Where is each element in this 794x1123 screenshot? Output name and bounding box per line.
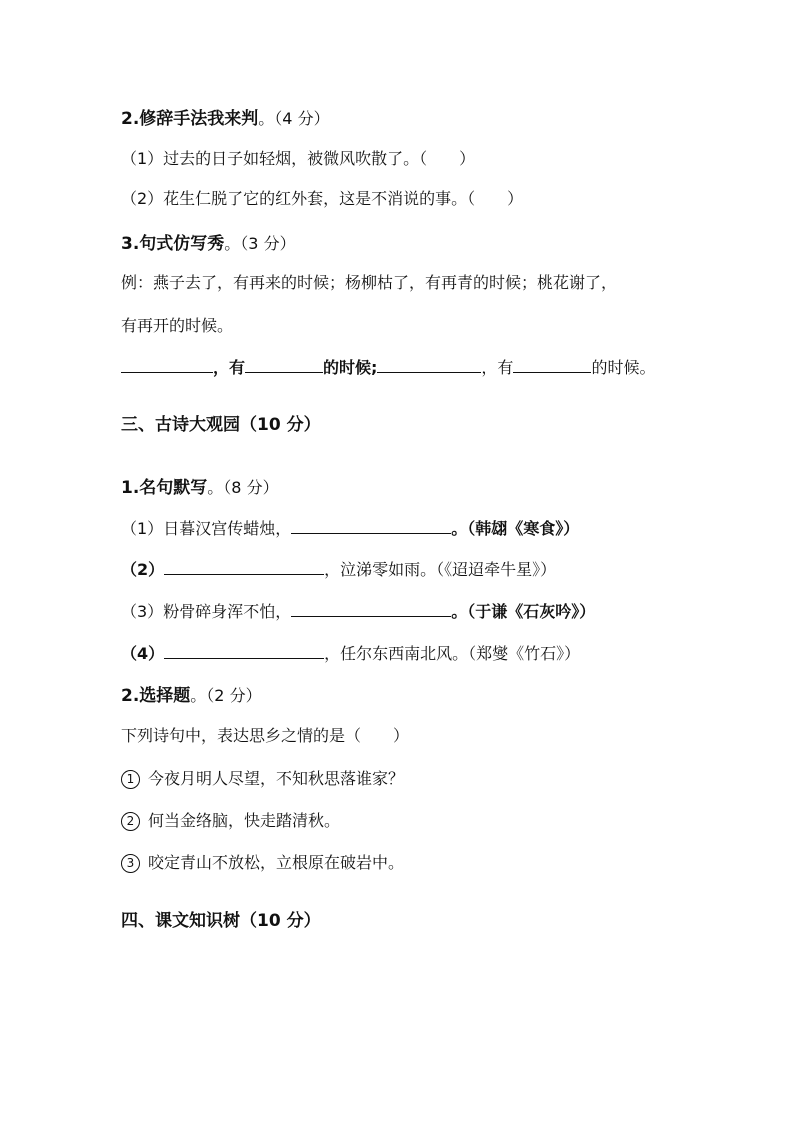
poem-item-pre: 日暮汉宫传蜡烛，: [163, 519, 292, 538]
poem-item-2: [121, 558, 556, 581]
q2-title-line: [121, 108, 330, 130]
q3-title: 3.句式仿写秀: [121, 234, 225, 254]
fill-blank[interactable]: [121, 356, 213, 373]
s3-q2-prompt: 下列诗句中，表达思乡之情的是（ ）: [121, 726, 410, 745]
answer-blank[interactable]: [291, 600, 451, 617]
q3-example-line-1: 例：燕子去了，有再来的时候；杨柳枯了，有再青的时候；桃花谢了，: [121, 273, 618, 292]
poem-item-num: （4）: [121, 644, 165, 663]
poem-item-1: [121, 517, 579, 540]
answer-blank[interactable]: [164, 642, 324, 659]
section4-heading: 四、课文知识树（10 分）: [121, 911, 321, 931]
q2-item-2: （2）花生仁脱了它的红外套，这是不消说的事。（ ）: [121, 189, 524, 208]
option-number-circle: 1: [121, 770, 140, 789]
s3-q1-points: 。（8 分）: [207, 478, 279, 497]
answer-blank[interactable]: [164, 558, 324, 575]
fill-text-2: 的时候;: [323, 358, 378, 377]
poem-item-post: 。（于谦《石灰吟》）: [451, 602, 596, 621]
poem-item-num: （1）: [121, 519, 164, 538]
poem-item-3: [121, 600, 595, 623]
section3-heading: 三、古诗大观园（10 分）: [121, 415, 321, 435]
q3-example-line-2: 有再开的时候。: [121, 316, 234, 335]
q3-points: 。（3 分）: [224, 234, 296, 253]
fill-text-3: ，有: [481, 358, 514, 377]
q2-points: 。（4 分）: [258, 109, 330, 128]
poem-item-num: （2）: [121, 560, 165, 579]
poem-item-4: [121, 642, 580, 665]
poem-item-num: （3）: [121, 602, 164, 621]
option-number-circle: 3: [121, 854, 140, 873]
poem-item-pre: 粉骨碎身浑不怕，: [163, 602, 292, 621]
q3-fill-line: [121, 356, 655, 379]
fill-blank[interactable]: [377, 356, 481, 373]
s3-q1-title: 1.名句默写: [121, 478, 208, 498]
s3-q2-points: 。（2 分）: [190, 686, 262, 705]
poem-item-post: ，泣涕零如雨。（《迢迢牵牛星》）: [324, 560, 557, 579]
s3-q2-title: 2.选择题: [121, 686, 191, 706]
option-text: 何当金络脑，快走踏清秋。: [148, 811, 341, 830]
fill-text-4: 的时候。: [591, 358, 656, 377]
fill-blank[interactable]: [513, 356, 591, 373]
s3-q2-title-line: [121, 685, 262, 707]
poem-item-post: ，任尔东西南北风。（郑燮《竹石》）: [324, 644, 581, 663]
q2-title: 2.修辞手法我来判: [121, 109, 259, 129]
fill-blank[interactable]: [245, 356, 323, 373]
option-1[interactable]: [121, 768, 404, 790]
s3-q1-title-line: [121, 477, 279, 499]
fill-text-1: ，有: [213, 358, 246, 377]
option-number-circle: 2: [121, 812, 140, 831]
option-text: 咬定青山不放松，立根原在破岩中。: [148, 853, 405, 872]
answer-blank[interactable]: [291, 517, 451, 534]
q2-item-1: （1）过去的日子如轻烟，被微风吹散了。（ ）: [121, 149, 476, 168]
poem-item-post: 。（韩翃《寒食》）: [451, 519, 580, 538]
option-text: 今夜月明人尽望，不知秋思落谁家？: [148, 769, 405, 788]
option-2[interactable]: [121, 810, 340, 832]
option-3[interactable]: [121, 852, 404, 874]
q3-title-line: [121, 233, 296, 255]
